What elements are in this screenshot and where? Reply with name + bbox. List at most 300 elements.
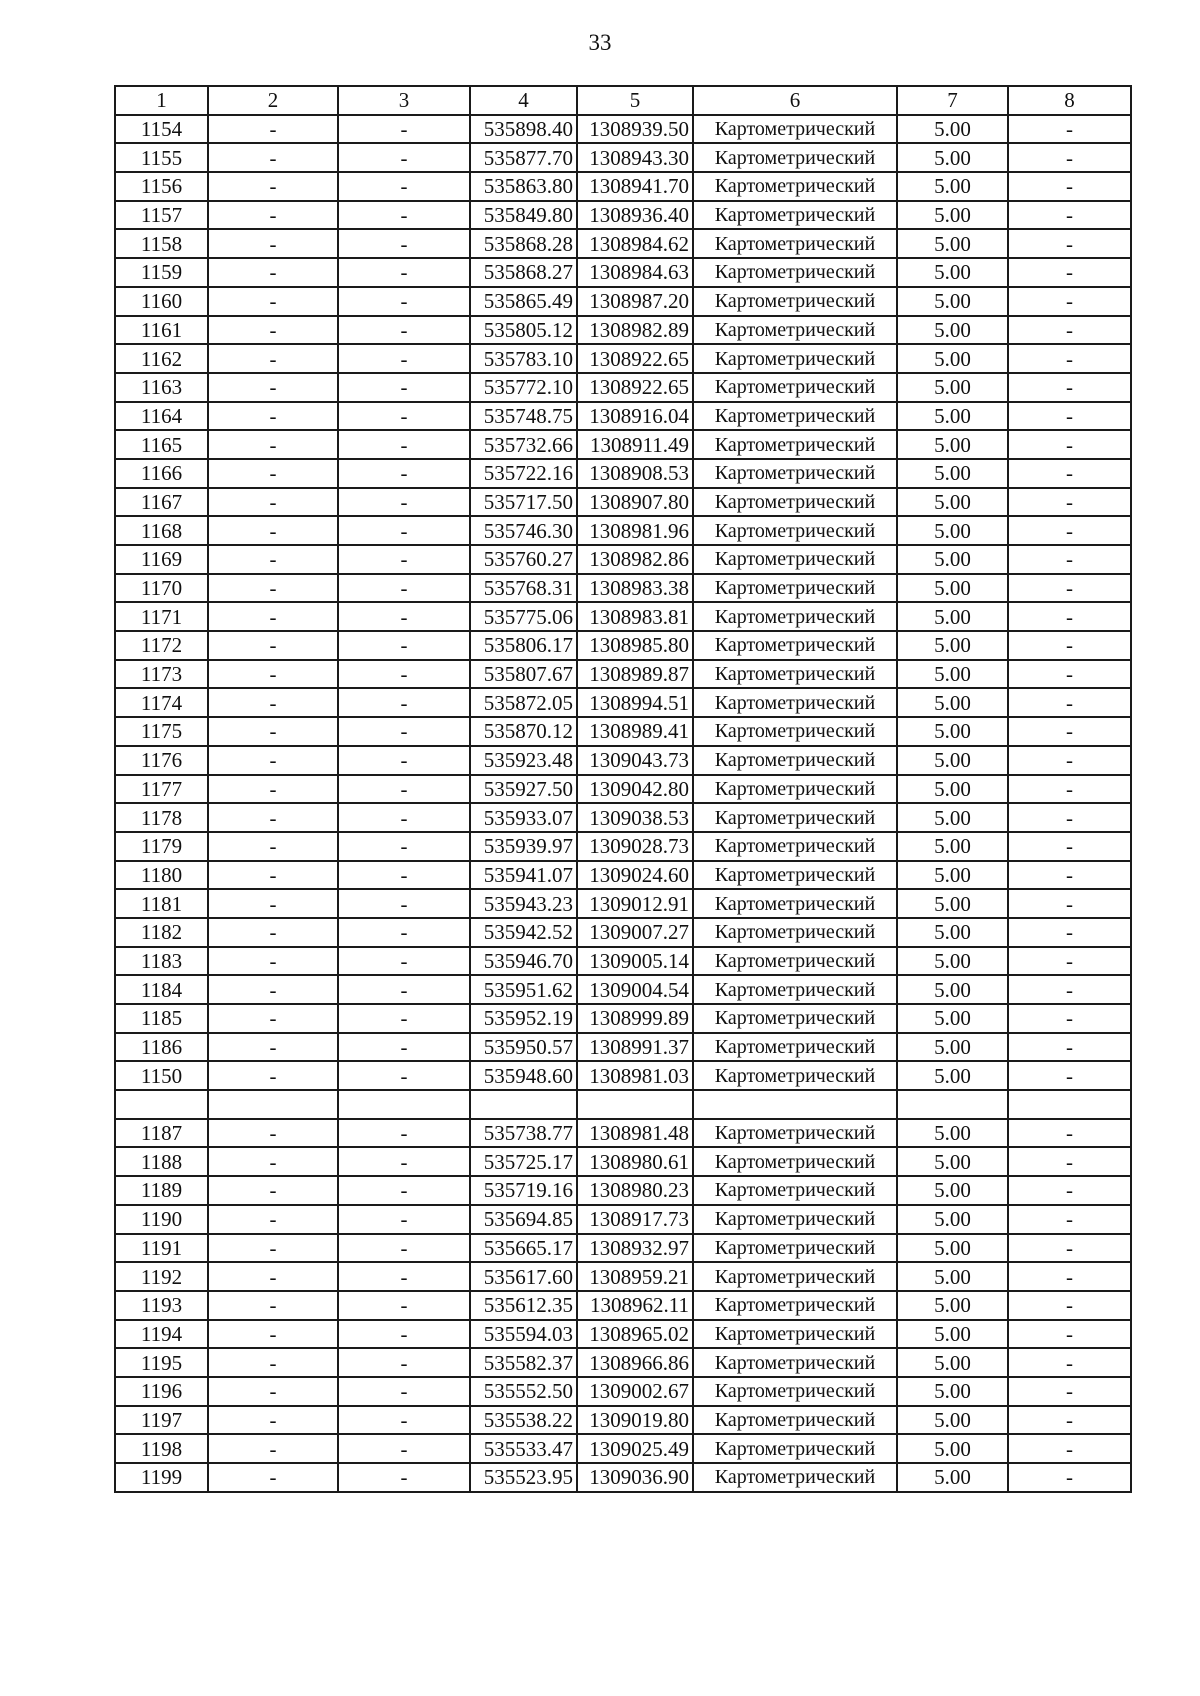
table-cell-col-5: 1308980.61 — [577, 1147, 693, 1176]
table-cell-col-7: 5.00 — [897, 172, 1008, 201]
table-cell-col-4: 535582.37 — [470, 1348, 577, 1377]
table-cell-col-3: - — [338, 1348, 470, 1377]
table-cell-col-1: 1154 — [115, 115, 208, 144]
table-cell-col-3: - — [338, 172, 470, 201]
table-cell-col-2: - — [208, 631, 338, 660]
table-cell-col-6: Картометрический — [693, 459, 897, 488]
table-cell-col-6: Картометрический — [693, 1262, 897, 1291]
table-row — [115, 1176, 1131, 1205]
table-cell-col-6: Картометрический — [693, 746, 897, 775]
table-cell-col-5: 1308962.11 — [577, 1291, 693, 1320]
table-cell-col-7: 5.00 — [897, 1463, 1008, 1492]
table-cell-col-7: 5.00 — [897, 602, 1008, 631]
table-cell-col-4: 535760.27 — [470, 545, 577, 574]
table-row — [115, 488, 1131, 517]
table-row — [115, 1463, 1131, 1492]
table-cell-col-5: 1308994.51 — [577, 688, 693, 717]
table-cell-col-8: - — [1008, 660, 1131, 689]
table-cell-col-6: Картометрический — [693, 1463, 897, 1492]
table-cell-col-1: 1179 — [115, 832, 208, 861]
table-cell-col-3: - — [338, 889, 470, 918]
table-cell-col-7: 5.00 — [897, 975, 1008, 1004]
table-cell-col-1: 1175 — [115, 717, 208, 746]
table-cell-col-4: 535868.28 — [470, 229, 577, 258]
table-cell-col-7: 5.00 — [897, 1377, 1008, 1406]
table-cell-col-7: 5.00 — [897, 889, 1008, 918]
table-row — [115, 545, 1131, 574]
table-cell-col-2: - — [208, 287, 338, 316]
table-cell-col-1: 1174 — [115, 688, 208, 717]
table-cell-col-5: 1308943.30 — [577, 143, 693, 172]
table-row — [115, 889, 1131, 918]
table-cell-col-8: - — [1008, 316, 1131, 345]
table-cell-col-1: 1198 — [115, 1434, 208, 1463]
table-cell-col-2: - — [208, 1119, 338, 1148]
table-cell-col-3: - — [338, 143, 470, 172]
table-cell-col-3: - — [338, 631, 470, 660]
table-cell-col-7: 5.00 — [897, 1004, 1008, 1033]
table-cell-col-5: 1308981.48 — [577, 1119, 693, 1148]
table-cell-col-2: - — [208, 316, 338, 345]
table-cell-col-7: 5.00 — [897, 660, 1008, 689]
header-row — [115, 86, 1131, 115]
table-cell-col-4: 535768.31 — [470, 574, 577, 603]
table-cell-col-3: - — [338, 861, 470, 890]
table-cell-col-2: - — [208, 430, 338, 459]
table-cell-col-7: 5.00 — [897, 1406, 1008, 1435]
table-cell-col-5: 1309004.54 — [577, 975, 693, 1004]
table-row — [115, 861, 1131, 890]
table-row — [115, 1119, 1131, 1148]
table-cell-col-6: Картометрический — [693, 344, 897, 373]
table-cell-col-8: - — [1008, 258, 1131, 287]
table-row — [115, 201, 1131, 230]
table-cell-col-2: - — [208, 344, 338, 373]
table-cell-col-8: - — [1008, 746, 1131, 775]
table-cell-col-7: 5.00 — [897, 1119, 1008, 1148]
table-row — [115, 1291, 1131, 1320]
table-cell-col-3: - — [338, 574, 470, 603]
table-cell-col-4: 535748.75 — [470, 402, 577, 431]
table-cell-col-5: 1308984.62 — [577, 229, 693, 258]
column-header-7: 7 — [897, 86, 1008, 115]
table-row — [115, 115, 1131, 144]
table-cell-col-2: - — [208, 602, 338, 631]
table-row — [115, 1147, 1131, 1176]
table-cell-col-2: - — [208, 1463, 338, 1492]
table-cell-col-7: 5.00 — [897, 574, 1008, 603]
table-cell-col-2: - — [208, 488, 338, 517]
table-cell-col-5: 1308983.38 — [577, 574, 693, 603]
table-cell-col-8: - — [1008, 1176, 1131, 1205]
table-cell-col-6: Картометрический — [693, 861, 897, 890]
table-cell-col-6: Картометрический — [693, 1377, 897, 1406]
table-cell-col-4: 535719.16 — [470, 1176, 577, 1205]
table-row — [115, 574, 1131, 603]
table-cell-col-6: Картометрический — [693, 287, 897, 316]
table-row — [115, 947, 1131, 976]
table-cell-col-5: 1309024.60 — [577, 861, 693, 890]
table-cell-col-4: 535775.06 — [470, 602, 577, 631]
table-cell-col-2: - — [208, 688, 338, 717]
table-cell-col-1: 1178 — [115, 803, 208, 832]
table-row — [115, 1061, 1131, 1090]
table-cell-col-7: 5.00 — [897, 1262, 1008, 1291]
table-row — [115, 402, 1131, 431]
table-cell-col-4: 535863.80 — [470, 172, 577, 201]
table-cell-col-6: Картометрический — [693, 1147, 897, 1176]
table-cell-col-5: 1308941.70 — [577, 172, 693, 201]
table-cell-col-1: 1188 — [115, 1147, 208, 1176]
table-cell-col-1: 1166 — [115, 459, 208, 488]
table-cell-col-4: 535722.16 — [470, 459, 577, 488]
table-cell-col-2: - — [208, 1033, 338, 1062]
table-cell-col-4: 535872.05 — [470, 688, 577, 717]
table-cell-col-1: 1184 — [115, 975, 208, 1004]
table-cell-col-7: 5.00 — [897, 229, 1008, 258]
table-cell-col-8: - — [1008, 688, 1131, 717]
table-cell-col-6: Картометрический — [693, 660, 897, 689]
table-cell-col-3: - — [338, 316, 470, 345]
table-cell-col-2: - — [208, 1147, 338, 1176]
table-cell-col-3: - — [338, 516, 470, 545]
table-row — [115, 602, 1131, 631]
table-cell-col-3: - — [338, 459, 470, 488]
table-cell-col-7: 5.00 — [897, 316, 1008, 345]
table-row — [115, 803, 1131, 832]
table-cell-col-1: 1161 — [115, 316, 208, 345]
table-cell-col-5: 1309002.67 — [577, 1377, 693, 1406]
table-cell-col-1: 1150 — [115, 1061, 208, 1090]
table-cell-col-1: 1158 — [115, 229, 208, 258]
table-cell-col-3: - — [338, 1176, 470, 1205]
table-cell-col-2: - — [208, 717, 338, 746]
table-cell-col-5: 1309005.14 — [577, 947, 693, 976]
table-cell-col-2: - — [208, 746, 338, 775]
table-cell-col-4: 535694.85 — [470, 1205, 577, 1234]
table-cell-col-2: - — [208, 459, 338, 488]
table-row — [115, 316, 1131, 345]
table-cell-col-3: - — [338, 344, 470, 373]
table-cell-col-6: Картометрический — [693, 316, 897, 345]
table-cell-col-6: Картометрический — [693, 602, 897, 631]
table-cell-col-6: Картометрический — [693, 229, 897, 258]
table-cell-col-7: 5.00 — [897, 631, 1008, 660]
table-cell-col-3: - — [338, 1291, 470, 1320]
table-cell-col-3: - — [338, 1463, 470, 1492]
table-cell-col-2: - — [208, 1176, 338, 1205]
table-cell-col-3: - — [338, 201, 470, 230]
table-cell-col-8: - — [1008, 115, 1131, 144]
table-cell-col-4: 535951.62 — [470, 975, 577, 1004]
table-cell-col-3: - — [338, 1033, 470, 1062]
column-header-6: 6 — [693, 86, 897, 115]
table-cell-col-4: 535941.07 — [470, 861, 577, 890]
table-cell-col-4: 535870.12 — [470, 717, 577, 746]
table-cell-col-2: - — [208, 143, 338, 172]
table-cell-col-5: 1308982.89 — [577, 316, 693, 345]
table-cell-col-5: 1308908.53 — [577, 459, 693, 488]
table-cell-col-4: 535849.80 — [470, 201, 577, 230]
table-cell-col-2: - — [208, 115, 338, 144]
table-cell-col-1: 1172 — [115, 631, 208, 660]
table-cell-col-6: Картометрический — [693, 1234, 897, 1263]
table-row — [115, 1262, 1131, 1291]
table-cell-col-3: - — [338, 430, 470, 459]
table-cell-col-5: 1308982.86 — [577, 545, 693, 574]
table-cell-col-1: 1171 — [115, 602, 208, 631]
table-cell-col-7: 5.00 — [897, 344, 1008, 373]
table-cell-col-4: 535523.95 — [470, 1463, 577, 1492]
column-header-2: 2 — [208, 86, 338, 115]
table-cell-col-6: Картометрический — [693, 430, 897, 459]
table-cell-col-7: 5.00 — [897, 947, 1008, 976]
table-row — [115, 430, 1131, 459]
table-cell-col-6: Картометрический — [693, 1205, 897, 1234]
table-cell-col-8: - — [1008, 1119, 1131, 1148]
table-cell-col-3: - — [338, 115, 470, 144]
table-cell-col-5: 1308965.02 — [577, 1320, 693, 1349]
table-row — [115, 172, 1131, 201]
table-cell-col-1: 1164 — [115, 402, 208, 431]
table-cell-col-3: - — [338, 803, 470, 832]
table-cell-col-8: - — [1008, 1406, 1131, 1435]
table-cell-col-5: 1309007.27 — [577, 918, 693, 947]
table-cell-col-8: - — [1008, 975, 1131, 1004]
table-cell-col-7: 5.00 — [897, 1061, 1008, 1090]
table-cell-col-5: 1308916.04 — [577, 402, 693, 431]
table-cell-col-1: 1173 — [115, 660, 208, 689]
table-cell-col-7: 5.00 — [897, 1234, 1008, 1263]
table-cell-col-5: 1308999.89 — [577, 1004, 693, 1033]
table-cell-col-8 — [1008, 1090, 1131, 1119]
table-cell-col-1: 1169 — [115, 545, 208, 574]
table-cell-col-5: 1308991.37 — [577, 1033, 693, 1062]
table-cell-col-4: 535939.97 — [470, 832, 577, 861]
table-cell-col-3: - — [338, 975, 470, 1004]
table-cell-col-8: - — [1008, 889, 1131, 918]
table-row — [115, 1205, 1131, 1234]
table-cell-col-6: Картометрический — [693, 1320, 897, 1349]
table-header — [115, 86, 1131, 115]
table-cell-col-4: 535877.70 — [470, 143, 577, 172]
table-cell-col-7: 5.00 — [897, 402, 1008, 431]
table-cell-col-8: - — [1008, 287, 1131, 316]
table-row — [115, 1320, 1131, 1349]
table-cell-col-4: 535772.10 — [470, 373, 577, 402]
table-cell-col-7: 5.00 — [897, 1348, 1008, 1377]
page-number: 33 — [588, 30, 612, 55]
table-row — [115, 229, 1131, 258]
table-cell-col-3: - — [338, 947, 470, 976]
table-cell-col-2: - — [208, 1348, 338, 1377]
table-cell-col-8: - — [1008, 918, 1131, 947]
table-cell-col-8: - — [1008, 1434, 1131, 1463]
table-cell-col-5: 1309028.73 — [577, 832, 693, 861]
table-cell-col-8: - — [1008, 1320, 1131, 1349]
table-cell-col-2: - — [208, 402, 338, 431]
table-cell-col-3: - — [338, 1234, 470, 1263]
table-row — [115, 287, 1131, 316]
table-cell-col-6: Картометрический — [693, 574, 897, 603]
table-cell-col-7: 5.00 — [897, 1320, 1008, 1349]
table-cell-col-7: 5.00 — [897, 1291, 1008, 1320]
table-cell-col-1: 1177 — [115, 775, 208, 804]
table-cell-col-8: - — [1008, 545, 1131, 574]
table-cell-col-3: - — [338, 1406, 470, 1435]
table-cell-col-8: - — [1008, 344, 1131, 373]
table-cell-col-2: - — [208, 832, 338, 861]
table-cell-col-6: Картометрический — [693, 516, 897, 545]
table-cell-col-6: Картометрический — [693, 832, 897, 861]
table-cell-col-2: - — [208, 172, 338, 201]
table-cell-col-4: 535738.77 — [470, 1119, 577, 1148]
table-cell-col-5: 1308939.50 — [577, 115, 693, 144]
table-cell-col-3: - — [338, 688, 470, 717]
table-row — [115, 1406, 1131, 1435]
table-cell-col-4: 535783.10 — [470, 344, 577, 373]
table-cell-col-5: 1308922.65 — [577, 344, 693, 373]
table-cell-col-7: 5.00 — [897, 115, 1008, 144]
table-cell-col-3: - — [338, 287, 470, 316]
table-cell-col-6: Картометрический — [693, 1061, 897, 1090]
table-cell-col-4: 535927.50 — [470, 775, 577, 804]
table-cell-col-3: - — [338, 918, 470, 947]
table-cell-col-1: 1195 — [115, 1348, 208, 1377]
table-cell-col-7: 5.00 — [897, 1205, 1008, 1234]
table-cell-col-6: Картометрический — [693, 1004, 897, 1033]
column-header-4: 4 — [470, 86, 577, 115]
column-header-5: 5 — [577, 86, 693, 115]
table-cell-col-2: - — [208, 861, 338, 890]
table-cell-col-7: 5.00 — [897, 832, 1008, 861]
table-cell-col-7: 5.00 — [897, 861, 1008, 890]
table-cell-col-5: 1308907.80 — [577, 488, 693, 517]
table-cell-col-2: - — [208, 516, 338, 545]
table-cell-col-8: - — [1008, 1291, 1131, 1320]
table-cell-col-8: - — [1008, 402, 1131, 431]
table-cell-col-4: 535898.40 — [470, 115, 577, 144]
table-cell-col-1: 1160 — [115, 287, 208, 316]
table-cell-col-4: 535868.27 — [470, 258, 577, 287]
table-cell-col-8: - — [1008, 430, 1131, 459]
table-cell-col-1: 1180 — [115, 861, 208, 890]
table-cell-col-4: 535805.12 — [470, 316, 577, 345]
table-cell-col-4 — [470, 1090, 577, 1119]
table-cell-col-1: 1185 — [115, 1004, 208, 1033]
table-cell-col-1: 1186 — [115, 1033, 208, 1062]
table-cell-col-4: 535725.17 — [470, 1147, 577, 1176]
table-cell-col-1 — [115, 1090, 208, 1119]
table-cell-col-6: Картометрический — [693, 775, 897, 804]
table-cell-col-8: - — [1008, 143, 1131, 172]
table-cell-col-4: 535594.03 — [470, 1320, 577, 1349]
table-cell-col-8: - — [1008, 1348, 1131, 1377]
table-cell-col-1: 1197 — [115, 1406, 208, 1435]
table-cell-col-5: 1308981.96 — [577, 516, 693, 545]
table-cell-col-7: 5.00 — [897, 545, 1008, 574]
table-row — [115, 516, 1131, 545]
table-cell-col-8: - — [1008, 803, 1131, 832]
table-cell-col-1: 1170 — [115, 574, 208, 603]
table-cell-col-2: - — [208, 918, 338, 947]
table-cell-col-1: 1192 — [115, 1262, 208, 1291]
table-cell-col-8: - — [1008, 1147, 1131, 1176]
table-row — [115, 746, 1131, 775]
table-cell-col-1: 1159 — [115, 258, 208, 287]
table-cell-col-6: Картометрический — [693, 717, 897, 746]
table-cell-col-8: - — [1008, 373, 1131, 402]
table-cell-col-1: 1199 — [115, 1463, 208, 1492]
table-cell-col-6: Картометрический — [693, 889, 897, 918]
table-cell-col-5: 1309036.90 — [577, 1463, 693, 1492]
table-row — [115, 1434, 1131, 1463]
table-cell-col-6: Картометрический — [693, 143, 897, 172]
table-cell-col-3: - — [338, 258, 470, 287]
table-cell-col-6: Картометрический — [693, 1119, 897, 1148]
column-header-3: 3 — [338, 86, 470, 115]
table-cell-col-3: - — [338, 545, 470, 574]
table-cell-col-3: - — [338, 832, 470, 861]
table-cell-col-3: - — [338, 1377, 470, 1406]
table-cell-col-7: 5.00 — [897, 918, 1008, 947]
table-cell-col-6: Картометрический — [693, 803, 897, 832]
table-cell-col-6: Картометрический — [693, 631, 897, 660]
table-cell-col-1: 1191 — [115, 1234, 208, 1263]
table-cell-col-2: - — [208, 229, 338, 258]
table-cell-col-1: 1183 — [115, 947, 208, 976]
column-header-1: 1 — [115, 86, 208, 115]
table-cell-col-3 — [338, 1090, 470, 1119]
table-cell-col-2: - — [208, 1320, 338, 1349]
table-cell-col-7: 5.00 — [897, 459, 1008, 488]
table-cell-col-8: - — [1008, 1061, 1131, 1090]
table-row — [115, 775, 1131, 804]
table-cell-col-3: - — [338, 1061, 470, 1090]
table-cell-col-2: - — [208, 545, 338, 574]
table-cell-col-1: 1162 — [115, 344, 208, 373]
table-row — [115, 344, 1131, 373]
table-cell-col-1: 1190 — [115, 1205, 208, 1234]
table-cell-col-4: 535933.07 — [470, 803, 577, 832]
table-cell-col-6: Картометрический — [693, 947, 897, 976]
table-row — [115, 688, 1131, 717]
table-cell-col-4: 535948.60 — [470, 1061, 577, 1090]
table-cell-col-8: - — [1008, 574, 1131, 603]
table-cell-col-2: - — [208, 1004, 338, 1033]
table-cell-col-8: - — [1008, 861, 1131, 890]
table-row — [115, 373, 1131, 402]
table-cell-col-7: 5.00 — [897, 201, 1008, 230]
table-cell-col-2: - — [208, 574, 338, 603]
table-cell-col-6: Картометрический — [693, 688, 897, 717]
table-row — [115, 631, 1131, 660]
table-cell-col-6: Картометрический — [693, 1348, 897, 1377]
table-cell-col-4: 535717.50 — [470, 488, 577, 517]
table-cell-col-4: 535943.23 — [470, 889, 577, 918]
table-row — [115, 459, 1131, 488]
table-cell-col-4: 535617.60 — [470, 1262, 577, 1291]
table-cell-col-5: 1309043.73 — [577, 746, 693, 775]
table-cell-col-8: - — [1008, 516, 1131, 545]
table-cell-col-3: - — [338, 717, 470, 746]
table-row — [115, 1033, 1131, 1062]
table-cell-col-4: 535612.35 — [470, 1291, 577, 1320]
table-cell-col-2: - — [208, 1406, 338, 1435]
table-cell-col-2: - — [208, 1234, 338, 1263]
table-cell-col-5: 1309025.49 — [577, 1434, 693, 1463]
table-cell-col-8: - — [1008, 1463, 1131, 1492]
